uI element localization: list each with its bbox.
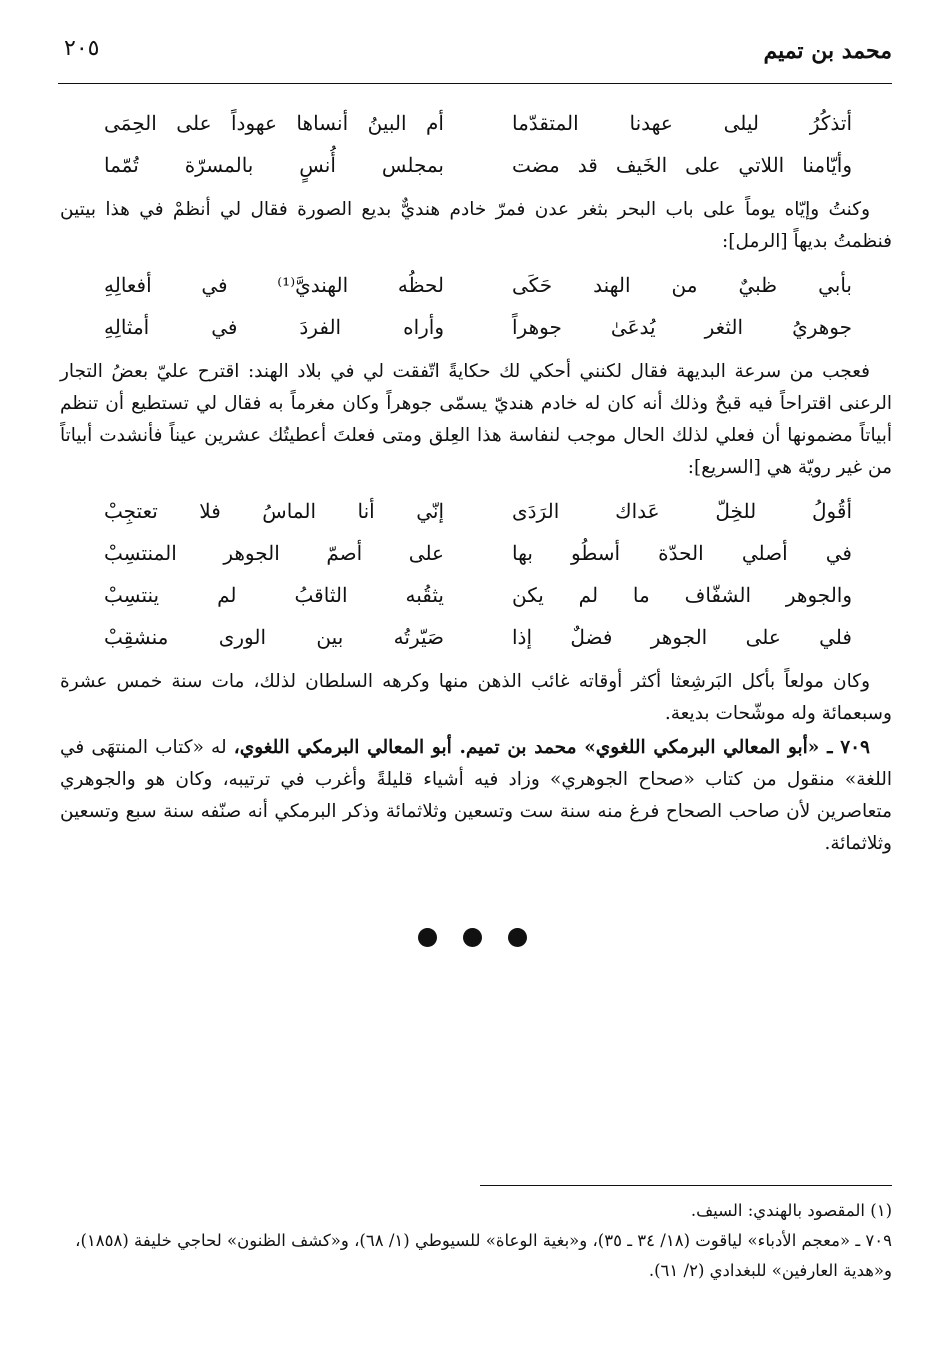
separator-dot-icon bbox=[508, 928, 527, 947]
verse-block-2 bbox=[60, 264, 892, 348]
verse-first-hemistich: أقُولُ للخِلّ عَداك الرَدَى bbox=[512, 499, 852, 523]
verse-first-hemistich: جوهريُ الثغر يُدعَىٰ جوهراً bbox=[512, 315, 852, 339]
verse-first-hemistich: بأبي ظبيٌ من الهند حَكَى bbox=[512, 273, 852, 297]
separator-dot-icon bbox=[418, 928, 437, 947]
verse-second-hemistich: صَيّرتُه بين الورى منشقِبْ bbox=[104, 625, 444, 649]
verse-first-hemistich: وأيّامنا اللاتي على الخَيف قد مضت bbox=[512, 153, 852, 177]
verse-line bbox=[60, 264, 892, 306]
header-rule bbox=[58, 83, 892, 84]
page-number: ٢٠٥ bbox=[64, 36, 100, 61]
verse-first-hemistich: فلي على الجوهر فضلٌ إذا bbox=[512, 625, 852, 649]
prose-paragraph: وكان مولعاً بأكل البَرشِعثا أكثر أوقاته غائب الذهن منها وكرهه السلطان لذلك، مات سنة خمس عشرة وسبعمائة وله موشّحات بديعة. bbox=[60, 671, 892, 724]
footnotes bbox=[58, 1196, 892, 1286]
verse-second-hemistich: على أصمّ الجوهر المنتسِبْ bbox=[104, 541, 444, 565]
verse-second-hemistich: لحظُه الهنديَّ⁽¹⁾ في أفعالِهِ bbox=[104, 273, 444, 297]
verse-line bbox=[60, 102, 892, 144]
separator-dot-icon bbox=[463, 928, 482, 947]
verse-line bbox=[60, 144, 892, 186]
prose-paragraph: فعجب من سرعة البديهة فقال لكنني أحكي لك حكايةً اتّفقت لي في بلاد الهند: اقترح عليّ بعضُ التجار الرعنى اقتراحاً فيه قبحٌ وذلك أنه كان له خادم هنديّ يسمّى جوهراً وكان مغرماً به فقال لي تستطيع أن تنظم أبياتاً مضمونها أن فعلي لذلك الحال موجب لنفاسة هذا العِلق ومتى فعلتَ أعطيتُك عشرين عيناً فأنشدت أبياتاً من غير رويّة هي [السريع]: bbox=[60, 361, 892, 478]
verse-first-hemistich: في أصلي الحدّة أسطُو بها bbox=[512, 541, 852, 565]
footnote: (١) المقصود بالهندي: السيف. bbox=[690, 1201, 892, 1220]
page-header bbox=[58, 28, 892, 84]
running-title: محمد بن تميم bbox=[763, 38, 892, 64]
prose-paragraph: وكنتُ وإيّاه يوماً على باب البحر بثغر عدن فمرّ خادم هنديٌّ بديع الصورة فقال لي أنظمْ في هذا بيتين فنظمتُ بديهاً [الرمل]: bbox=[60, 199, 892, 252]
verse-line bbox=[60, 532, 892, 574]
verse-second-hemistich: بمجلس أُنسٍ بالمسرّة تُمّما bbox=[104, 153, 444, 177]
entry-text: له «كتاب المنتهَى في اللغة» منقول من كتاب «صحاح الجوهري» وزاد فيه أشياء قليلةً وأغرب في ترتيبه، وكان هو والجوهري متعاصرين لأن صاحب الصحاح فرغ منه سنة ست وتسعين وثلاثمائة وذكر البرمكي أنه صنّفه سنة سبع وتسعين وثلاثمائة. bbox=[60, 737, 892, 854]
verse-line bbox=[60, 616, 892, 658]
verse-block-3 bbox=[60, 490, 892, 658]
verse-block-1 bbox=[60, 102, 892, 186]
section-separator bbox=[0, 928, 944, 951]
footnote-rule bbox=[480, 1185, 892, 1186]
entry-heading: ٧٠٩ ـ «أبو المعالي البرمكي اللغوي» محمد بن تميم. أبو المعالي البرمكي اللغوي، bbox=[233, 737, 870, 758]
biography-entry bbox=[60, 732, 892, 860]
verse-first-hemistich: والجوهر الشفّاف ما لم يكن bbox=[512, 583, 852, 607]
verse-line bbox=[60, 490, 892, 532]
verse-line bbox=[60, 306, 892, 348]
footnote-sources: ٧٠٩ ـ «معجم الأدباء» لياقوت (١٨/ ٣٤ ـ ٣٥)، و«بغية الوعاة» للسيوطي (١/ ٦٨)، و«كشف الظنون» لحاجي خليفة (١٨٥٨)، و«هدية العارفين» للبغدادي (٢/ ٦١). bbox=[75, 1231, 892, 1280]
verse-line bbox=[60, 574, 892, 616]
verse-second-hemistich: أم البينُ أنساها عهوداً على الحِمَى bbox=[104, 111, 444, 135]
verse-second-hemistich: وأراه الفردَ في أمثالِهِ bbox=[104, 315, 444, 339]
main-text bbox=[60, 96, 892, 860]
verse-first-hemistich: أتذكُرُ ليلى عهدنا المتقدّما bbox=[512, 111, 852, 135]
verse-second-hemistich: إنّي أنا الماسُ فلا تعتجِبْ bbox=[104, 499, 444, 523]
verse-second-hemistich: يثقُبه الثاقبُ لم ينتسِبْ bbox=[104, 583, 444, 607]
